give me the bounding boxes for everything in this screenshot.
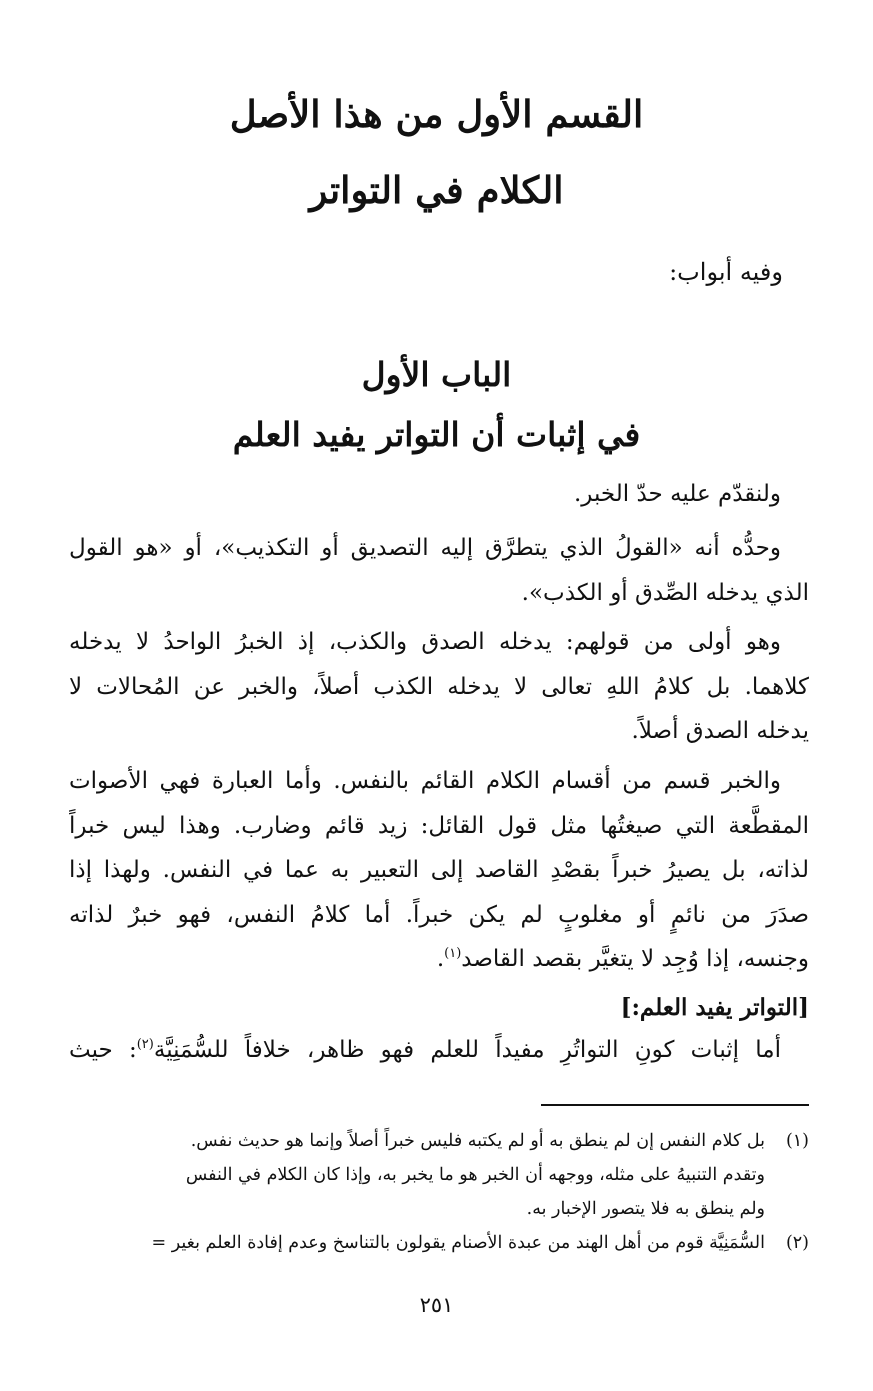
text-line: وهو أولى من قولهم: يدخله الصدق والكذب، إذ الخبرُ الواحدُ لا يدخله <box>69 629 781 655</box>
footnote-separator <box>541 1104 809 1106</box>
text-line: ولنقدّم عليه حدّ الخبر. <box>573 481 781 507</box>
text-line: المقطَّعة التي صيغتُها مثل قول القائل: زيد قائم وضارب. وهذا ليس خبراً <box>69 812 809 839</box>
footnotes <box>69 1124 809 1260</box>
text-span: أما إثبات كونِ التواتُرِ مفيداً للعلم فهو ظاهر، خلافاً للسُّمَنِيَّة <box>153 1037 781 1063</box>
text-span: وجنسه، إذا وُجِد لا يتغيَّر بقصد القاصد <box>461 946 809 972</box>
text-line: كلاهما. بل كلامُ اللهِ تعالى لا يدخله الكذب أصلاً، والخبر عن المُحالات لا <box>69 673 809 700</box>
text-span: : حيث <box>69 1037 137 1063</box>
footnote-line: ولم ينطق به فلا يتصور الإخبار به. <box>526 1199 765 1219</box>
section-heading: [التواتر يفيد العلم:] <box>620 994 809 1021</box>
footnote-marker: (٢) <box>785 1233 809 1253</box>
text-line: لذاته، بل يصيرُ خبراً بقصْدِ القاصد إلى التعبير به عما في النفس. ولهذا إذا <box>69 857 809 883</box>
section-heading-block <box>69 986 809 1031</box>
paragraph-preference <box>69 620 809 754</box>
text-line: صدَرَ من نائمٍ أو مغلوبٍ لم يكن خبراً. أما كلامُ النفس، فهو خبرٌ لذاته <box>69 901 809 928</box>
footnote-marker: (١) <box>785 1131 809 1151</box>
footnote-text <box>69 1124 765 1226</box>
footnote-ref-1[interactable]: (١) <box>444 946 462 961</box>
chapter-title: الباب الأول <box>361 355 512 394</box>
part-title: القسم الأول من هذا الأصل <box>229 92 644 136</box>
page-number: ٢٥١ <box>419 1293 454 1317</box>
paragraph-inner-speech <box>69 759 809 982</box>
text-line: وحدُّه أنه «القولُ الذي يتطرَّق إليه التصديق أو التكذيب»، أو «هو القول <box>69 535 781 561</box>
footnote-1 <box>69 1124 809 1226</box>
text-span: . <box>436 946 445 972</box>
text-line: يدخله الصدق أصلاً. <box>631 718 809 744</box>
chapter-subtitle: في إثبات أن التواتر يفيد العلم <box>232 415 641 454</box>
paragraph-tawatur <box>69 1028 809 1073</box>
intro-line: وفيه أبواب: <box>669 258 783 286</box>
text-line <box>69 937 809 982</box>
footnote-2 <box>69 1226 809 1260</box>
text-line: الذي يدخله الصِّدق أو الكذب». <box>521 579 809 606</box>
footnote-text <box>69 1226 765 1260</box>
paragraph-definition-intro <box>69 472 809 517</box>
text-line: والخبر قسم من أقسام الكلام القائم بالنفس. وأما العبارة فهي الأصوات <box>69 768 781 794</box>
topic-title: الكلام في التواتر <box>309 168 564 212</box>
text-line <box>69 1028 809 1073</box>
footnote-ref-2[interactable]: (٢) <box>136 1037 154 1052</box>
paragraph-definition <box>69 526 809 615</box>
footnote-line: وتقدم التنبيهُ على مثله، ووجهه أن الخبر هو ما يخبر به، وإذا كان الكلام في النفس <box>185 1165 765 1185</box>
footnote-line: السُّمَنِيَّة قوم من أهل الهند من عبدة الأصنام يقولون بالتناسخ وعدم إفادة العلم بغير = <box>151 1233 765 1253</box>
footnote-line: بل كلام النفس إن لم ينطق به أو لم يكتبه فليس خبراً أصلاً وإنما هو حديث نفس. <box>190 1131 765 1151</box>
